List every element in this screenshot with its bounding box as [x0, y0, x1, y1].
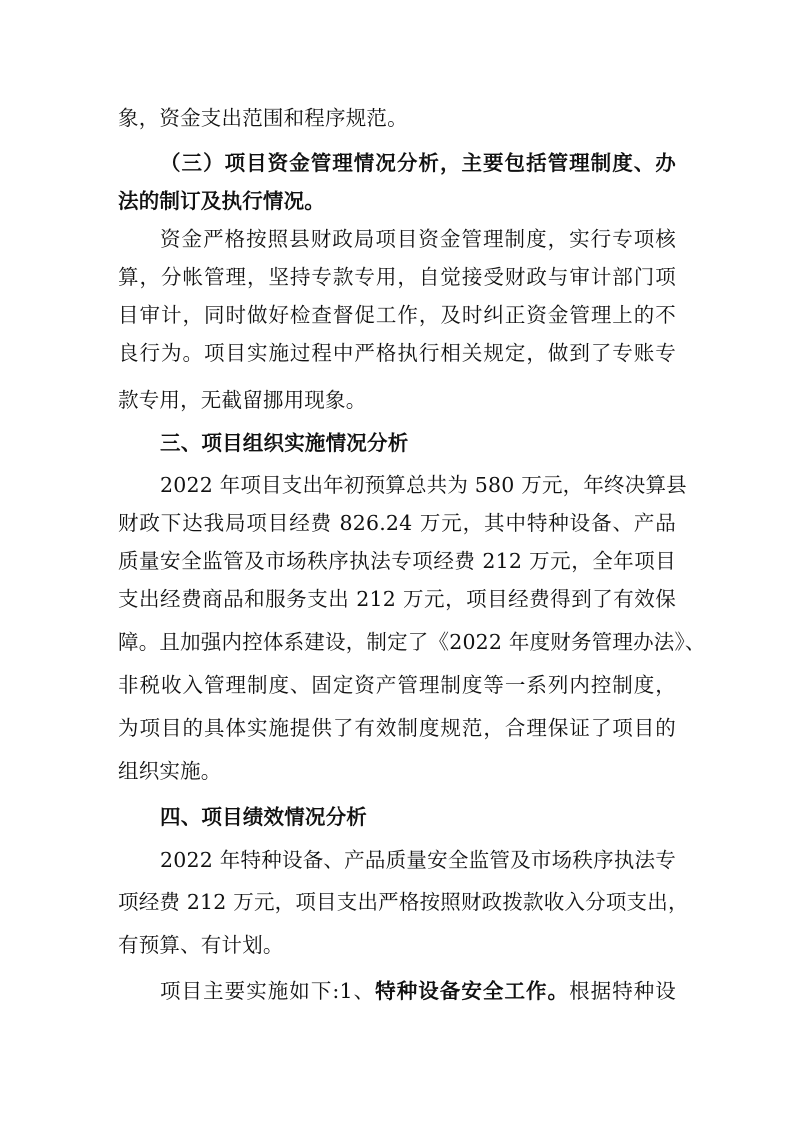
paragraph-line: 有预算、有计划。	[118, 933, 284, 957]
paragraph-line: 组织实施。	[118, 759, 222, 783]
paragraph-line: 目审计，同时做好检查督促工作，及时纠正资金管理上的不	[118, 303, 676, 327]
bold-phrase: 特种设备安全工作。	[375, 979, 570, 1003]
paragraph-line: 资金严格按照县财政局项目资金管理制度，实行专项核	[160, 227, 676, 251]
paragraph-line: 障。且加强内控体系建设，制定了《2022 年度财务管理办法》、	[118, 630, 706, 654]
chapter-heading: 四、项目绩效情况分析	[160, 805, 367, 829]
paragraph-line: 非税收入管理制度、固定资产管理制度等一系列内控制度，	[118, 673, 676, 697]
paragraph-text: 项目主要实施如下:1、	[160, 979, 376, 1003]
paragraph-line: 算，分帐管理，坚持专款专用，自觉接受财政与审计部门项	[118, 265, 676, 289]
paragraph-line: 项经费 212 万元，项目支出严格按照财政拨款收入分项支出，	[118, 890, 689, 914]
section-heading-line: 法的制订及执行情况。	[118, 189, 325, 213]
paragraph-line: 财政下达我局项目经费 826.24 万元，其中特种设备、产品	[118, 511, 676, 535]
paragraph-line: 2022 年特种设备、产品质量安全监管及市场秩序执法专	[160, 848, 676, 872]
paragraph-line: 2022 年项目支出年初预算总共为 580 万元，年终决算县	[160, 473, 687, 497]
paragraph-line: 良行为。项目实施过程中严格执行相关规定，做到了专账专	[118, 341, 676, 365]
paragraph-line: 支出经费商品和服务支出 212 万元，项目经费得到了有效保	[118, 587, 676, 611]
paragraph-line: 款专用，无截留挪用现象。	[118, 388, 367, 412]
paragraph-text: 根据特种设	[569, 979, 677, 1003]
paragraph-line	[160, 976, 676, 1006]
paragraph-line: 象，资金支出范围和程序规范。	[118, 106, 408, 130]
paragraph-line: 质量安全监管及市场秩序执法专项经费 212 万元，全年项目	[118, 549, 676, 573]
section-heading-line: （三）项目资金管理情况分析，主要包括管理制度、办	[160, 151, 676, 175]
paragraph-line: 为项目的具体实施提供了有效制度规范，合理保证了项目的	[118, 716, 676, 740]
chapter-heading: 三、项目组织实施情况分析	[160, 431, 409, 455]
